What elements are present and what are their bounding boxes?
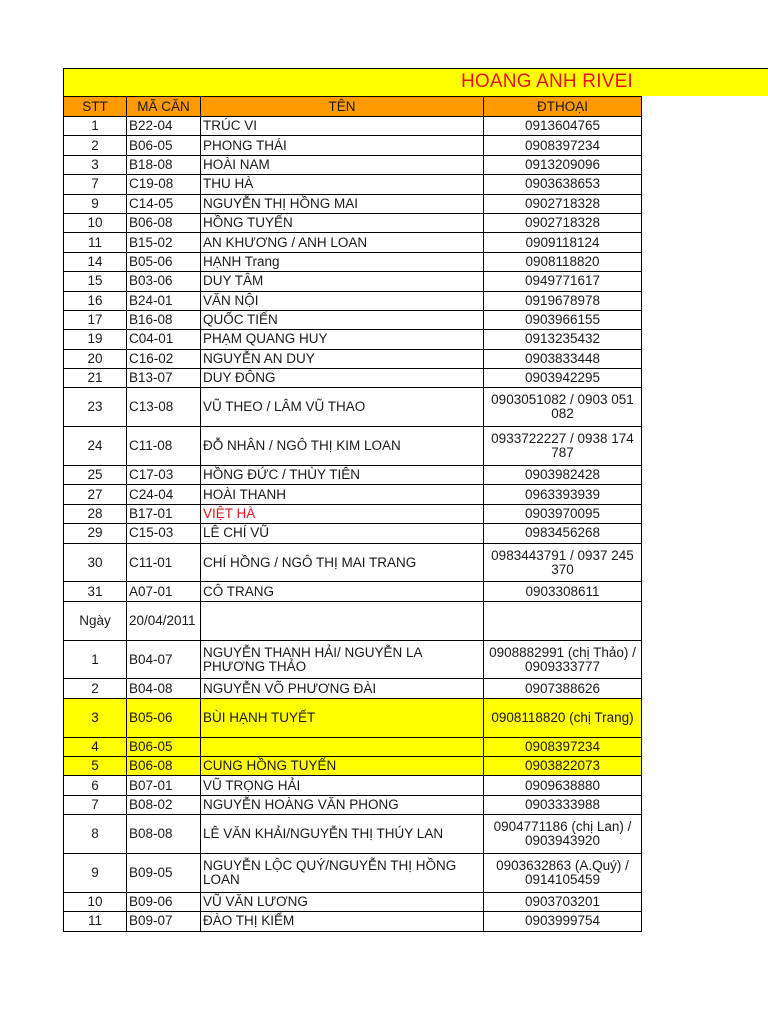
- table-row: [64, 679, 642, 698]
- cell-stt: 27: [64, 485, 127, 504]
- cell-ma-can: A07-01: [127, 582, 201, 601]
- cell-ma-can: C24-04: [127, 485, 201, 504]
- cell-stt: 3: [64, 155, 127, 174]
- table-row: [64, 582, 642, 601]
- cell-ten: QUỐC TIẾN: [201, 310, 484, 329]
- cell-dthoai: 0949771617: [484, 272, 642, 291]
- cell-dthoai: 0903308611: [484, 582, 642, 601]
- cell-dthoai: 0983443791 / 0937 245 370: [484, 543, 642, 582]
- cell-ma-can: B06-05: [127, 737, 201, 756]
- table-row: [64, 485, 642, 504]
- header-dthoai: ĐTHOẠI: [484, 97, 642, 117]
- cell-dthoai: 0903632863 (A.Quý) / 0914105459: [484, 853, 642, 892]
- header-ma-can: MÃ CĂN: [127, 97, 201, 117]
- cell-ma-can: B09-06: [127, 892, 201, 911]
- table-row: [64, 213, 642, 232]
- cell-dthoai: 0903982428: [484, 466, 642, 485]
- cell-ten: [201, 601, 484, 640]
- table-row: [64, 466, 642, 485]
- cell-ten: [201, 737, 484, 756]
- cell-ten: THU HÀ: [201, 175, 484, 194]
- cell-ma-can: C11-01: [127, 543, 201, 582]
- table-row: [64, 388, 642, 427]
- cell-dthoai: 0903833448: [484, 349, 642, 368]
- cell-ten: CHÍ HỒNG / NGÔ THỊ MAI TRANG: [201, 543, 484, 582]
- cell-dthoai: 0903999754: [484, 912, 642, 931]
- cell-stt: 19: [64, 330, 127, 349]
- cell-ten: NGUYỄN VÕ PHƯƠNG ĐÀI: [201, 679, 484, 698]
- cell-stt: 23: [64, 388, 127, 427]
- cell-ma-can: B06-05: [127, 136, 201, 155]
- cell-dthoai: 0913604765: [484, 117, 642, 136]
- cell-dthoai: 0902718328: [484, 213, 642, 232]
- header-ten: TÊN: [201, 97, 484, 117]
- cell-ten: NGUYỄN LỘC QUÝ/NGUYỄN THỊ HỒNG LOAN: [201, 853, 484, 892]
- cell-ma-can: B16-08: [127, 310, 201, 329]
- table-row: [64, 117, 642, 136]
- cell-stt: 30: [64, 543, 127, 582]
- cell-dthoai: 0903822073: [484, 756, 642, 775]
- cell-dthoai: 0903333988: [484, 795, 642, 814]
- cell-ten: HẠNH Trang: [201, 252, 484, 271]
- cell-dthoai: 0983456268: [484, 524, 642, 543]
- cell-dthoai: 0913209096: [484, 155, 642, 174]
- table-row: [64, 756, 642, 775]
- cell-ten: LÊ CHÍ VŨ: [201, 524, 484, 543]
- cell-ma-can: B03-06: [127, 272, 201, 291]
- cell-dthoai: 0907388626: [484, 679, 642, 698]
- table-row: [64, 194, 642, 213]
- cell-stt: 11: [64, 233, 127, 252]
- cell-ten: NGUYỄN AN DUY: [201, 349, 484, 368]
- cell-dthoai: 0904771186 (chị Lan) / 0903943920: [484, 815, 642, 854]
- cell-ten: PHẠM QUANG HUY: [201, 330, 484, 349]
- cell-ma-can: B17-01: [127, 504, 201, 523]
- cell-dthoai: 0909638880: [484, 776, 642, 795]
- cell-stt: 16: [64, 291, 127, 310]
- cell-ma-can: B04-07: [127, 640, 201, 679]
- cell-dthoai: 0903970095: [484, 504, 642, 523]
- cell-ten: VŨ THEO / LÂM VŨ THAO: [201, 388, 484, 427]
- cell-ma-can: C14-05: [127, 194, 201, 213]
- cell-ten: BÙI HẠNH TUYẾT: [201, 698, 484, 737]
- cell-ma-can: B06-08: [127, 756, 201, 775]
- cell-dthoai: 0903051082 / 0903 051 082: [484, 388, 642, 427]
- cell-ma-can: B07-01: [127, 776, 201, 795]
- table-row: [64, 912, 642, 931]
- cell-stt: Ngày: [64, 601, 127, 640]
- cell-dthoai: 0908397234: [484, 737, 642, 756]
- cell-ma-can: B05-06: [127, 252, 201, 271]
- cell-dthoai: 0963393939: [484, 485, 642, 504]
- cell-stt: 31: [64, 582, 127, 601]
- cell-stt: 4: [64, 737, 127, 756]
- cell-ten: VIỆT HÀ: [201, 504, 484, 523]
- cell-stt: 2: [64, 679, 127, 698]
- cell-dthoai: 0909118124: [484, 233, 642, 252]
- cell-ma-can: B06-08: [127, 213, 201, 232]
- cell-ten: DUY TÂM: [201, 272, 484, 291]
- cell-ma-can: B13-07: [127, 369, 201, 388]
- table-row: [64, 330, 642, 349]
- contact-table: [63, 96, 642, 932]
- table-row: [64, 640, 642, 679]
- cell-stt: 8: [64, 815, 127, 854]
- sheet-title: HOANG ANH RIVEI: [461, 71, 633, 92]
- cell-ten: NGUYỄN THỊ HỒNG MAI: [201, 194, 484, 213]
- table-row: [64, 272, 642, 291]
- cell-stt: 15: [64, 272, 127, 291]
- cell-ma-can: B08-08: [127, 815, 201, 854]
- cell-stt: 9: [64, 194, 127, 213]
- header-row: [64, 97, 642, 117]
- table-row: [64, 776, 642, 795]
- cell-ten: ĐỖ NHÂN / NGÔ THỊ KIM LOAN: [201, 427, 484, 466]
- table-row: [64, 369, 642, 388]
- cell-stt: 5: [64, 756, 127, 775]
- table-row: [64, 815, 642, 854]
- cell-ten: NGUYỄN HOÀNG VĂN PHONG: [201, 795, 484, 814]
- cell-ma-can: C11-08: [127, 427, 201, 466]
- table-row: [64, 737, 642, 756]
- cell-ma-can: B15-02: [127, 233, 201, 252]
- table-row: [64, 795, 642, 814]
- table-row: [64, 543, 642, 582]
- cell-ten: LÊ VĂN KHẢI/NGUYỄN THỊ THÚY LAN: [201, 815, 484, 854]
- cell-ma-can: 20/04/2011: [127, 601, 201, 640]
- cell-stt: 9: [64, 853, 127, 892]
- cell-ma-can: C16-02: [127, 349, 201, 368]
- cell-ten: CÔ TRANG: [201, 582, 484, 601]
- header-stt: STT: [64, 97, 127, 117]
- table-row: [64, 310, 642, 329]
- table-row: [64, 291, 642, 310]
- cell-stt: 20: [64, 349, 127, 368]
- cell-ten: HOÀI NAM: [201, 155, 484, 174]
- table-row: [64, 524, 642, 543]
- cell-ma-can: C15-03: [127, 524, 201, 543]
- cell-ma-can: B18-08: [127, 155, 201, 174]
- cell-ma-can: B24-01: [127, 291, 201, 310]
- title-row: [63, 68, 768, 96]
- cell-ma-can: C19-08: [127, 175, 201, 194]
- cell-ten: CUNG HỒNG TUYẾN: [201, 756, 484, 775]
- cell-dthoai: [484, 601, 642, 640]
- cell-ten: HỒNG ĐỨC / THÙY TIÊN: [201, 466, 484, 485]
- cell-stt: 24: [64, 427, 127, 466]
- cell-stt: 1: [64, 640, 127, 679]
- cell-ma-can: B05-06: [127, 698, 201, 737]
- cell-stt: 25: [64, 466, 127, 485]
- cell-dthoai: 0903966155: [484, 310, 642, 329]
- table-row: [64, 504, 642, 523]
- cell-ten: HỒNG TUYẾN: [201, 213, 484, 232]
- cell-ma-can: C17-03: [127, 466, 201, 485]
- cell-ten: TRÚC VI: [201, 117, 484, 136]
- cell-ten: DUY ĐÔNG: [201, 369, 484, 388]
- cell-stt: 14: [64, 252, 127, 271]
- cell-ten: AN KHƯƠNG / ANH LOAN: [201, 233, 484, 252]
- cell-dthoai: 0908118820: [484, 252, 642, 271]
- table-row: [64, 233, 642, 252]
- cell-stt: 3: [64, 698, 127, 737]
- cell-ma-can: C04-01: [127, 330, 201, 349]
- table-row: [64, 155, 642, 174]
- cell-ten: PHONG THÁI: [201, 136, 484, 155]
- cell-ten: VŨ TRỌNG HẢI: [201, 776, 484, 795]
- cell-stt: 10: [64, 213, 127, 232]
- cell-dthoai: 0908397234: [484, 136, 642, 155]
- table-row: [64, 892, 642, 911]
- cell-ma-can: B09-05: [127, 853, 201, 892]
- table-row: [64, 601, 642, 640]
- cell-ma-can: C13-08: [127, 388, 201, 427]
- cell-dthoai: 0903942295: [484, 369, 642, 388]
- cell-stt: 17: [64, 310, 127, 329]
- cell-dthoai: 0908118820 (chị Trang): [484, 698, 642, 737]
- cell-ma-can: B22-04: [127, 117, 201, 136]
- cell-stt: 28: [64, 504, 127, 523]
- table-row: [64, 698, 642, 737]
- cell-dthoai: 0902718328: [484, 194, 642, 213]
- table-row: [64, 175, 642, 194]
- table-row: [64, 136, 642, 155]
- cell-ma-can: B04-08: [127, 679, 201, 698]
- cell-stt: 7: [64, 795, 127, 814]
- table-row: [64, 427, 642, 466]
- cell-stt: 2: [64, 136, 127, 155]
- cell-ten: VĂN NỘI: [201, 291, 484, 310]
- cell-ten: VŨ VĂN LƯƠNG: [201, 892, 484, 911]
- table-row: [64, 349, 642, 368]
- cell-ten: ĐÀO THỊ KIỂM: [201, 912, 484, 931]
- table-row: [64, 252, 642, 271]
- cell-stt: 7: [64, 175, 127, 194]
- cell-stt: 6: [64, 776, 127, 795]
- cell-ma-can: B09-07: [127, 912, 201, 931]
- cell-stt: 29: [64, 524, 127, 543]
- cell-stt: 1: [64, 117, 127, 136]
- cell-stt: 11: [64, 912, 127, 931]
- cell-dthoai: 0933722227 / 0938 174 787: [484, 427, 642, 466]
- cell-stt: 21: [64, 369, 127, 388]
- cell-ma-can: B08-02: [127, 795, 201, 814]
- cell-ten: HOÀI THANH: [201, 485, 484, 504]
- table-row: [64, 853, 642, 892]
- cell-dthoai: 0903703201: [484, 892, 642, 911]
- table-body: [64, 117, 642, 932]
- cell-dthoai: 0919678978: [484, 291, 642, 310]
- cell-dthoai: 0908882991 (chị Thảo) / 0909333777: [484, 640, 642, 679]
- cell-ten: NGUYỄN THANH HẢI/ NGUYỄN LA PHƯƠNG THẢO: [201, 640, 484, 679]
- cell-stt: 10: [64, 892, 127, 911]
- cell-dthoai: 0913235432: [484, 330, 642, 349]
- cell-dthoai: 0903638653: [484, 175, 642, 194]
